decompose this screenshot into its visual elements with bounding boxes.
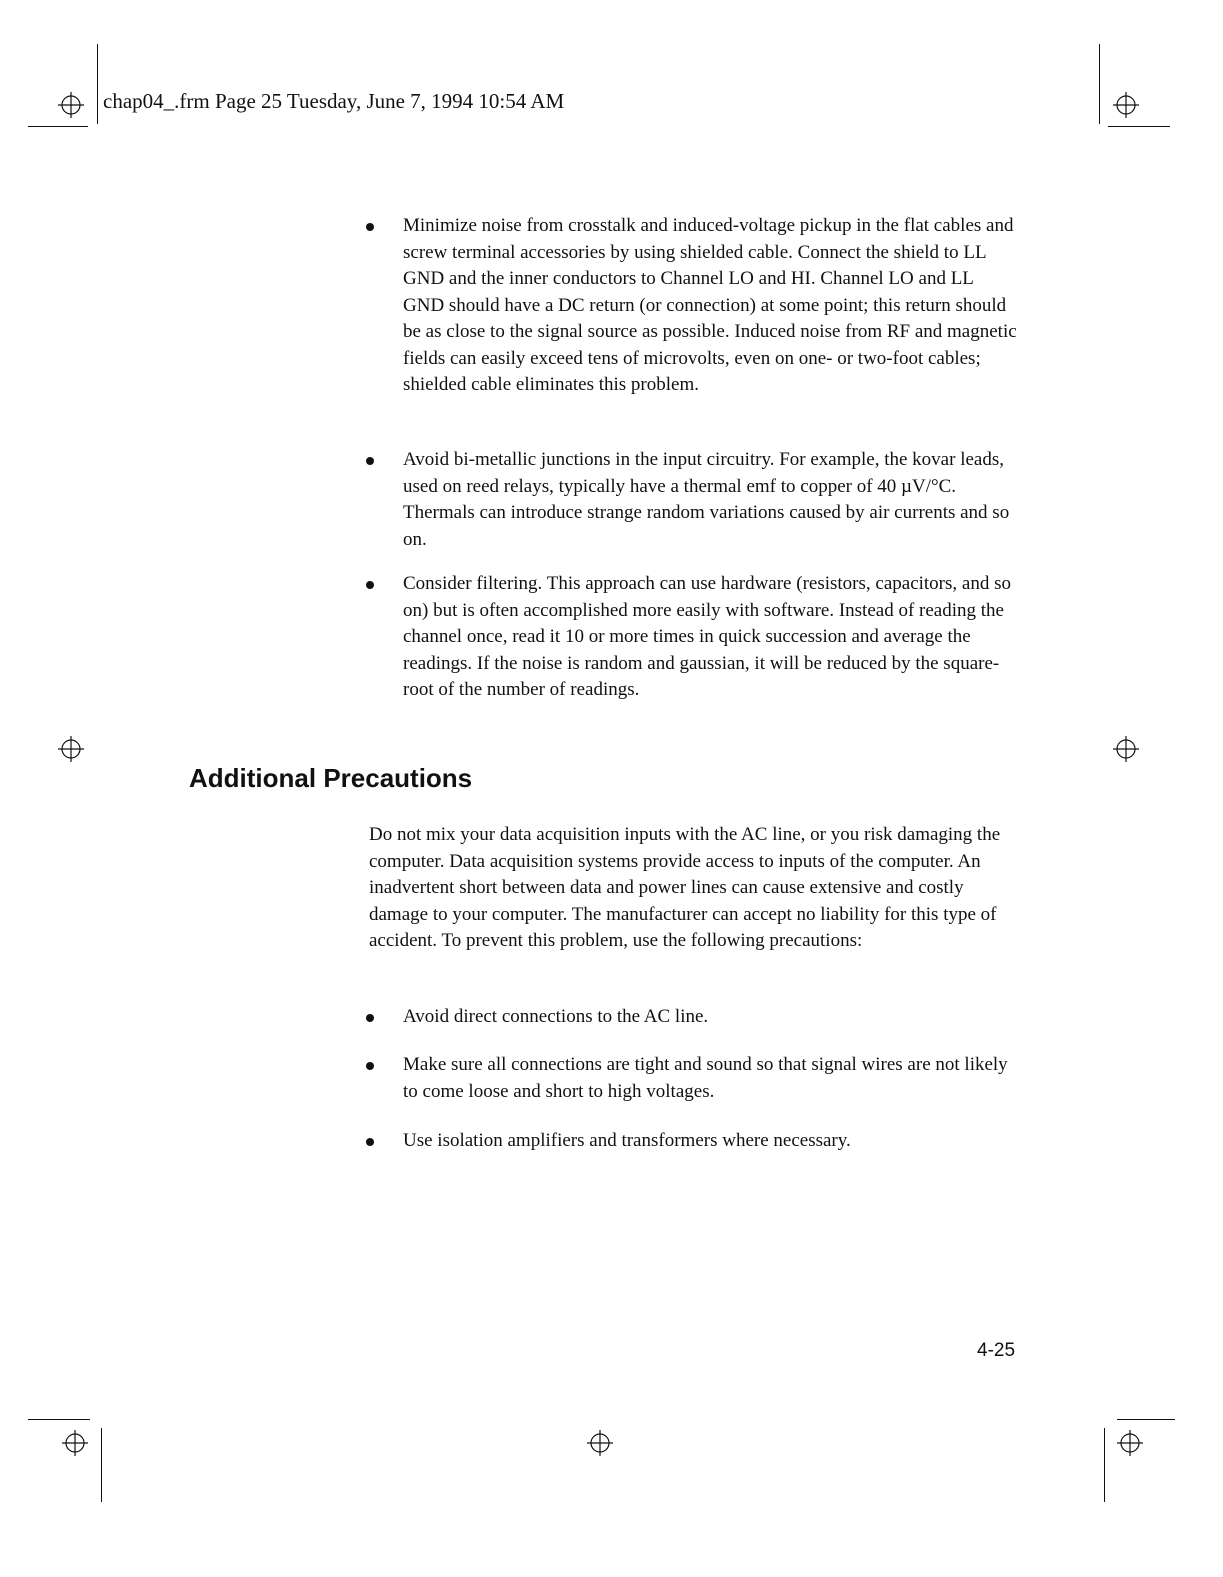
list-item-text: Minimize noise from crosstalk and induced-voltage pickup in the flat cables and screw terminal accessories by using shielded cable. Connect the shield to LL GND and the inner conductors to Channel LO and HI. Channel LO and LL GND should have a DC return (or connection) at some point; this return should be as close to the signal source as possible. Induced noise from RF and magnetic fields can easily exceed tens of microvolts, even on one- or two-foot cables; shielded cable eliminates this problem. [403,215,1017,395]
crop-line [1108,126,1170,127]
registration-mark-icon [58,92,84,118]
bullet-icon [366,1062,374,1070]
registration-mark-icon [1113,92,1139,118]
list-item [403,1004,1018,1031]
list-item [403,213,1018,399]
list-item [403,1128,1018,1155]
list-item-text: Make sure all connections are tight and sound so that signal wires are not likely to come loose and short to high voltages. [403,1054,1008,1102]
page-number: 4-25 [977,1340,1016,1361]
registration-mark-icon [1117,1430,1143,1456]
bullet-icon [366,1138,374,1146]
list-item [403,571,1018,704]
crop-line [1104,1428,1105,1502]
registration-mark-icon [62,1430,88,1456]
crop-line [28,1419,90,1420]
bullet-icon [366,457,374,465]
bullet-icon [366,581,374,589]
list-item [403,1052,1018,1105]
list-item-text: Avoid direct connections to the AC line. [403,1006,709,1027]
page-header: chap04_.frm Page 25 Tuesday, June 7, 1994 10:54 AM [103,89,565,113]
bullet-icon [366,223,374,231]
registration-mark-icon [587,1430,613,1456]
registration-mark-icon [1113,736,1139,762]
list-item-text: Use isolation amplifiers and transformers where necessary. [403,1130,851,1151]
crop-line [101,1428,102,1502]
crop-line [97,44,98,124]
bullet-icon [366,1014,374,1022]
section-heading: Additional Precautions [189,763,473,793]
crop-line [28,126,88,127]
list-item [403,447,1018,553]
crop-line [1099,44,1100,124]
section-paragraph: Do not mix your data acquisition inputs with the AC line, or you risk damaging the computer. Data acquisition systems provide access to inputs of the computer. An inadvertent short between data and power lines can cause extensive and costly damage to your computer. The manufacturer can accept no liability for this type of accident. To prevent this problem, use the following precautions: [369,824,1001,951]
crop-line [1117,1419,1175,1420]
registration-mark-icon [58,736,84,762]
list-item-text: Avoid bi-metallic junctions in the input circuitry. For example, the kovar leads, used on reed relays, typically have a thermal emf to copper of 40 µV/°C. Thermals can introduce strange random variations caused by air currents and so on. [403,449,1010,550]
list-item-text: Consider filtering. This approach can use hardware (resistors, capacitors, and so on) but is often accomplished more easily with software. Instead of reading the channel once, read it 10 or more times in quick succession and average the readings. If the noise is random and gaussian, it will be reduced by the square-root of the number of readings. [403,573,1011,700]
